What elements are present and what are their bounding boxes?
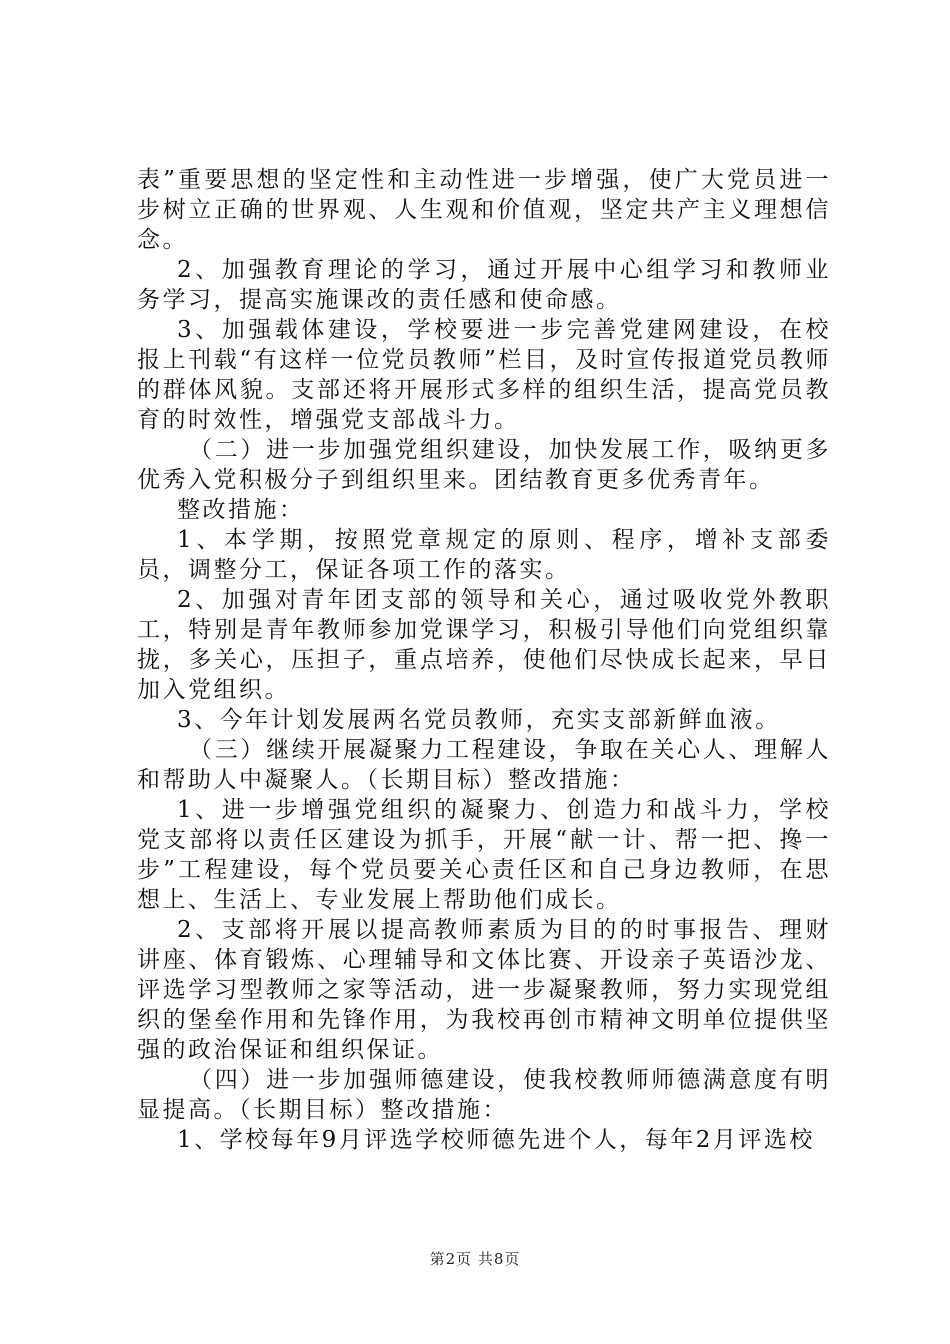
paragraph-item-1-committee: 1、本学期，按照党章规定的原则、程序，增补支部委员，调整分工，保证各项工作的落实。 <box>137 527 831 583</box>
section-heading-2: （二）进一步加强党组织建设，加快发展工作，吸纳更多优秀入党积极分子到组织里来。团结教育更多优秀青年。 <box>137 437 831 493</box>
paragraph-item-2-theory-study: 2、加强教育理论的学习，通过开展中心组学习和教师业务学习，提高实施课改的责任感和使命感。 <box>137 257 831 313</box>
section-heading-3: （三）继续开展凝聚力工程建设，争取在关心人、理解人和帮助人中凝聚人。（长期目标）整改措施： <box>137 737 831 793</box>
paragraph-item-3-new-members: 3、今年计划发展两名党员教师，充实支部新鲜血液。 <box>177 707 781 733</box>
section-heading-4: （四）进一步加强师德建设，使我校教师师德满意度有明显提高。（长期目标）整改措施： <box>137 1067 831 1123</box>
document-body <box>137 165 831 1155</box>
paragraph-continuation: 表”重要思想的坚定性和主动性进一步增强，使广大党员进一步树立正确的世界观、人生观和价值观，坚定共产主义理想信念。 <box>137 167 831 253</box>
paragraph-item-2-activities: 2、支部将开展以提高教师素质为目的的时事报告、理财讲座、体育锻炼、心理辅导和文体比赛、开设亲子英语沙龙、评选学习型教师之家等活动，进一步凝聚教师，努力实现党组织的堡垒作用和先锋作用，为我校再创市精神文明单位提供坚强的政治保证和组织保证。 <box>137 917 831 1063</box>
page-number-footer: 第2页 共8页 <box>429 1250 521 1268</box>
paragraph-item-3-carrier-building: 3、加强载体建设，学校要进一步完善党建网建设，在校报上刊载“有这样一位党员教师”栏目，及时宣传报道党员教师的群体风貌。支部还将开展形式多样的组织生活，提高党员教育的时效性，增强党支部战斗力。 <box>137 317 831 433</box>
paragraph-item-1-cohesion: 1、进一步增强党组织的凝聚力、创造力和战斗力，学校党支部将以责任区建设为抓手，开展“献一计、帮一把、搀一步”工程建设，每个党员要关心责任区和自己身边教师，在思想上、生活上、专业发展上帮助他们成长。 <box>137 797 831 913</box>
paragraph-item-2-youth-league: 2、加强对青年团支部的领导和关心，通过吸收党外教职工，特别是青年教师参加党课学习，积极引导他们向党组织靠拢，多关心，压担子，重点培养，使他们尽快成长起来，早日加入党组织。 <box>137 587 831 703</box>
rectification-measures-label: 整改措施： <box>177 497 305 523</box>
paragraph-item-1-ethics-award: 1、学校每年9月评选学校师德先进个人，每年2月评选校 <box>177 1127 815 1153</box>
